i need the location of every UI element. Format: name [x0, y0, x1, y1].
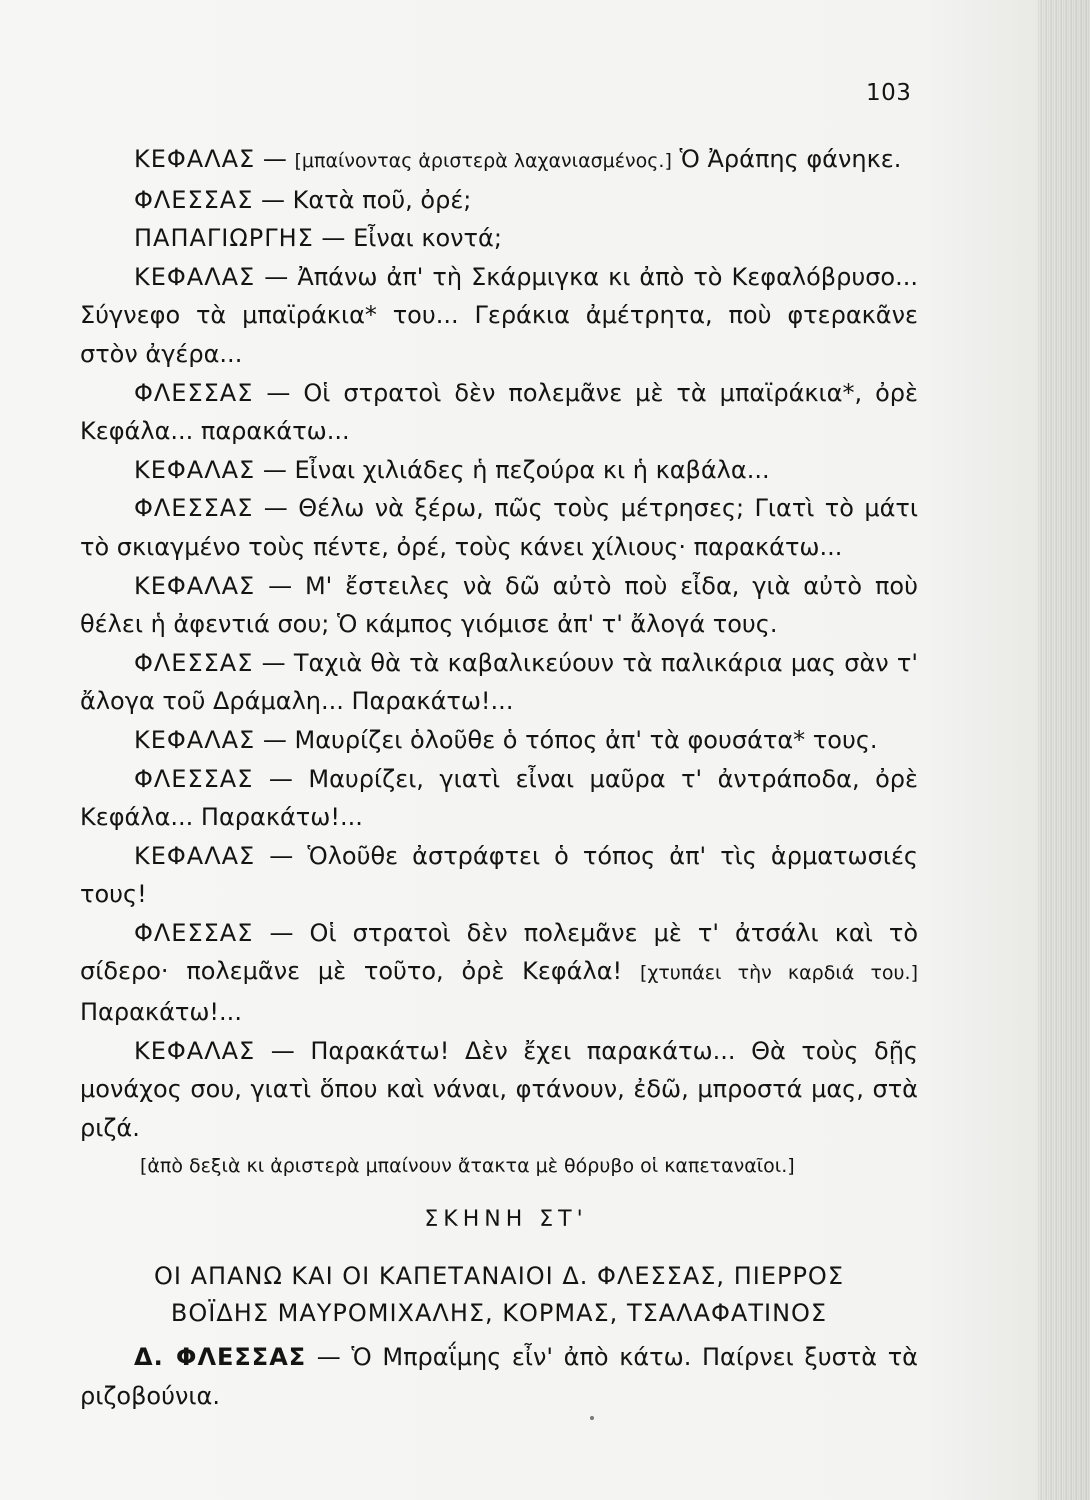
speaker: ΦΛΕΣΣΑΣ [134, 185, 254, 214]
dialogue-line: ΚΕΦΑΛΑΣ — Παρακάτω! Δὲν ἔχει παρακάτω... Θὰ τοὺς δῇς μονάχος σου, γιατὶ ὅπου καὶ νάναι, φτάνουν, ἐδῶ, μπροστά μας, στὰ ριζά. [80, 1036, 918, 1142]
speaker: ΦΛΕΣΣΑΣ [134, 648, 254, 677]
dialogue-line: ΦΛΕΣΣΑΣ — Θέλω νὰ ξέρω, πῶς τοὺς μέτρησες; Γιατὶ τὸ μάτι τὸ σκιαγμένο τοὺς πέντε, ὀρέ, τοὺς κάνει χίλιους· παρακάτω... [80, 494, 918, 561]
speech: Ὁλοῦθε ἀστράφτει ὁ τόπος ἀπ' τὶς ἁρματωσιές τους! [80, 841, 918, 909]
speaker: ΚΕΦΑΛΑΣ [134, 145, 256, 173]
cast-line: ΒΟΪΔΗΣ ΜΑΥΡΟΜΙΧΑΛΗΣ, ΚΟΡΜΑΣ, ΤΣΑΛΑΦΑΤΙΝΟΣ [170, 1299, 828, 1328]
page-edge [1038, 0, 1090, 1500]
speech: Παρακάτω! Δὲν ἔχει παρακάτω... Θὰ τοὺς δῇς μονάχος σου, γιατὶ ὅπου καὶ νάναι, φτάνουν, ἐδῶ, μπροστά μας, στὰ ριζά. [80, 1036, 918, 1142]
page-number: 103 [866, 80, 912, 106]
speaker: ΦΛΕΣΣΑΣ [134, 918, 254, 947]
dialogue-line: ΚΕΦΑΛΑΣ — Εἶναι χιλιάδες ἡ πεζούρα κι ἡ καβάλα... [134, 455, 770, 484]
cast-line: ΟΙ ΑΠΑΝΩ ΚΑΙ ΟΙ ΚΑΠΕΤΑΝΑΙΟΙ Δ. ΦΛΕΣΣΑΣ, ΠΙΕΡΡΟΣ [154, 1262, 844, 1291]
dialogue-line: Δ. ΦΛΕΣΣΑΣ — Ὁ Μπραΐμης εἶν' ἀπὸ κάτω. Παίρνει ξυστὰ τὰ ριζοβούνια. [80, 1343, 918, 1410]
speech: Ὁ Ἀράπης φάνηκε. [679, 145, 902, 173]
dialogue-line: ΠΑΠΑΓΙΩΡΓΗΣ — Εἶναι κοντά; [134, 224, 502, 253]
dialogue-line: ΚΕΦΑΛΑΣ — Ὁλοῦθε ἀστράφτει ὁ τόπος ἀπ' τὶς ἁρματωσιές τους! [80, 841, 918, 909]
speaker: ΠΑΠΑΓΙΩΡΓΗΣ [134, 224, 314, 253]
speech-continued: Παρακάτω!... [80, 998, 242, 1027]
speaker: ΚΕΦΑΛΑΣ [134, 262, 256, 291]
dialogue-line: ΚΕΦΑΛΑΣ — Μ' ἔστειλες νὰ δῶ αὐτὸ ποὺ εἶδα, γιὰ αὐτὸ ποὺ θέλει ἡ ἀφεντιά σου; Ὁ κάμπος γιόμισε ἀπ' τ' ἄλογά τους. [80, 571, 918, 639]
speaker: ΚΕΦΑΛΑΣ [134, 1036, 256, 1065]
speaker: ΚΕΦΑΛΑΣ [134, 571, 256, 600]
scene-title: ΣΚΗΝΗ ΣΤ' [424, 1207, 588, 1233]
speaker: ΦΛΕΣΣΑΣ [134, 378, 254, 407]
speech: Μ' ἔστειλες νὰ δῶ αὐτὸ ποὺ εἶδα, γιὰ αὐτὸ ποὺ θέλει ἡ ἀφεντιά σου; Ὁ κάμπος γιόμισε ἀπ' τ' ἄλογά τους. [80, 571, 918, 639]
stage-direction-entrance: [ἀπὸ δεξιὰ κι ἀριστερὰ μπαίνουν ἄτακτα μὲ θόρυβο οἱ καπεταναῖοι.] [140, 1155, 795, 1178]
speaker: Δ. ΦΛΕΣΣΑΣ [134, 1343, 307, 1372]
speech: Ἀπάνω ἀπ' τὴ Σκάρμιγκα κι ἀπὸ τὸ Κεφαλόβρυσο... Σύγνεφο τὰ μπαϊράκια* του... Γεράκια ἀμέτρητα, ποὺ φτερακᾶνε στὸν ἀγέρα... [80, 262, 918, 368]
speech: Μαυρίζει, γιατὶ εἶναι μαῦρα τ' ἀντράποδα, ὀρὲ Κεφάλα... Παρακάτω!... [80, 764, 918, 832]
dialogue-line: ΚΕΦΑΛΑΣ — [μπαίνοντας ἀριστερὰ λαχανιασμένος.] Ὁ Ἀράπης φάνηκε. [134, 145, 902, 173]
play-text [80, 140, 918, 1415]
stage-direction: [μπαίνοντας ἀριστερὰ λαχανιασμένος.] [294, 150, 672, 172]
stage-direction: [χτυπάει τὴν καρδιά του.] [639, 962, 918, 985]
ink-speck [590, 1416, 594, 1420]
dialogue-line: ΦΛΕΣΣΑΣ — Ταχιὰ θὰ τὰ καβαλικεύουν τὰ παλικάρια μας σὰν τ' ἄλογα τοῦ Δράμαλη... Παρακάτω!... [80, 648, 918, 716]
scene-cast [80, 1258, 918, 1332]
dialogue-line: ΦΛΕΣΣΑΣ — Μαυρίζει, γιατὶ εἶναι μαῦρα τ' ἀντράποδα, ὀρὲ Κεφάλα... Παρακάτω!... [80, 764, 918, 832]
speaker: ΚΕΦΑΛΑΣ [134, 841, 256, 870]
speech: Μαυρίζει ὁλοῦθε ὁ τόπος ἀπ' τὰ φουσάτα* τους. [294, 725, 878, 754]
dialogue-line: ΦΛΕΣΣΑΣ — Οἱ στρατοὶ δὲν πολεμᾶνε μὲ τὰ μπαϊράκια*, ὀρὲ Κεφάλα... παρακάτω... [80, 378, 918, 446]
speech: Ταχιὰ θὰ τὰ καβαλικεύουν τὰ παλικάρια μας σὰν τ' ἄλογα τοῦ Δράμαλη... Παρακάτω!... [80, 648, 918, 716]
speech: Οἱ στρατοὶ δὲν πολεμᾶνε μὲ τὰ μπαϊράκια*, ὀρὲ Κεφάλα... παρακάτω... [80, 378, 918, 446]
speaker: ΦΛΕΣΣΑΣ [134, 764, 254, 793]
speech: Θέλω νὰ ξέρω, πῶς τοὺς μέτρησες; Γιατὶ τὸ μάτι τὸ σκιαγμένο τοὺς πέντε, ὀρέ, τοὺς κάνει χίλιους· παρακάτω... [80, 494, 918, 561]
speech: Οἱ στρατοὶ δὲν πολεμᾶνε μὲ τ' ἀτσάλι καὶ τὸ σίδερο· πολεμᾶνε μὲ τοῦτο, ὀρὲ Κεφάλα! [80, 918, 919, 986]
speech: Εἶναι χιλιάδες ἡ πεζούρα κι ἡ καβάλα... [294, 455, 770, 484]
speaker: ΚΕΦΑΛΑΣ [134, 455, 256, 484]
speech: Ὁ Μπραΐμης εἶν' ἀπὸ κάτω. Παίρνει ξυστὰ τὰ ριζοβούνια. [80, 1343, 918, 1410]
speech: Κατὰ ποῦ, ὀρέ; [292, 185, 472, 214]
speaker: ΚΕΦΑΛΑΣ [134, 725, 256, 754]
speaker: ΦΛΕΣΣΑΣ [134, 494, 254, 523]
dialogue-line: ΚΕΦΑΛΑΣ — Μαυρίζει ὁλοῦθε ὁ τόπος ἀπ' τὰ φουσάτα* τους. [134, 725, 878, 754]
speech: Εἶναι κοντά; [353, 224, 502, 253]
dialogue-line: ΦΛΕΣΣΑΣ — Κατὰ ποῦ, ὀρέ; [134, 185, 472, 214]
dialogue-line: ΦΛΕΣΣΑΣ — Οἱ στρατοὶ δὲν πολεμᾶνε μὲ τ' ἀτσάλι καὶ τὸ σίδερο· πολεμᾶνε μὲ τοῦτο, ὀρὲ Κεφάλα! [χτυπάει τὴν καρδιά του.] Παρακάτω!... [80, 918, 919, 1027]
dialogue-line: ΚΕΦΑΛΑΣ — Ἀπάνω ἀπ' τὴ Σκάρμιγκα κι ἀπὸ τὸ Κεφαλόβρυσο... Σύγνεφο τὰ μπαϊράκια* του... Γεράκια ἀμέτρητα, ποὺ φτερακᾶνε στὸν ἀγέρα... [80, 262, 918, 368]
